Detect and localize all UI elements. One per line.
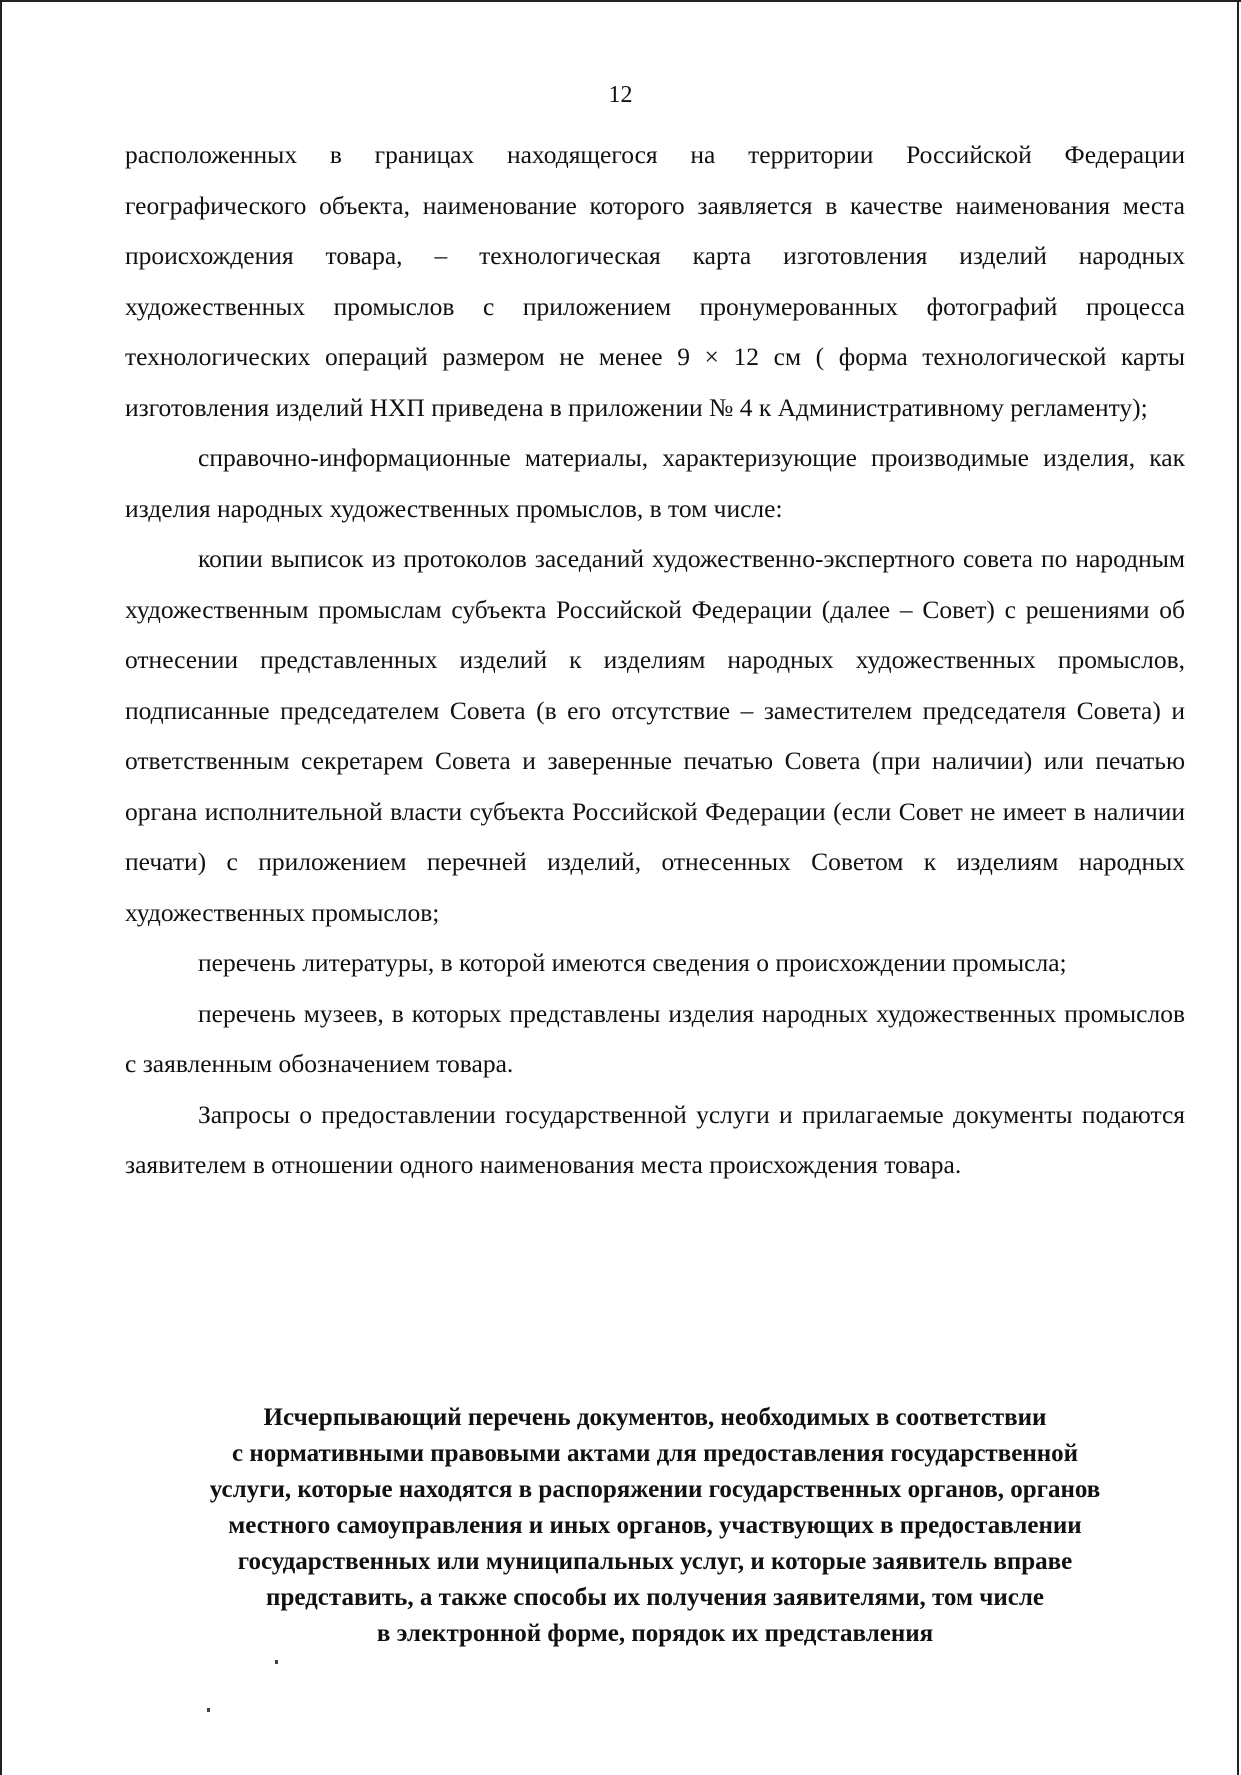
page-number: 12 xyxy=(608,82,633,108)
scan-speck xyxy=(207,1708,210,1712)
paragraph-museum-list: перечень музеев, в которых представлены изделия народных художественных промыслов с заявленным обозначением товара. xyxy=(125,998,1185,1078)
paragraph-requests: Запросы о предоставлении государственной услуги и прилагаемые документы подаются заявителем в отношении одного наименования места происхождения товара. xyxy=(125,1099,1185,1179)
paragraph-literature-list: перечень литературы, в которой имеются сведения о происхождении промысла; xyxy=(198,948,1067,977)
scan-border-left xyxy=(0,0,2,1775)
heading-line: представить, а также способы их получения заявителями, том числе xyxy=(266,1584,1044,1611)
heading-line: государственных или муниципальных услуг, и которые заявитель вправе xyxy=(237,1548,1073,1575)
paragraph-continuation: расположенных в границах находящегося на территории Российской Федерации географического объекта, наименование которого заявляется в качестве наименования места происхождения товара, – технологическая карта изготовления изделий народных художественных промыслов с приложением пронумерованных фотографий процесса технологических операций размером не менее 9 × 12 см ( форма технологической карты изготовления изделий НХП приведена в приложении № 4 к Административному регламенту); xyxy=(125,140,1185,422)
heading-line: в электронной форме, порядок их представления xyxy=(376,1620,934,1647)
heading-line: местного самоуправления и иных органов, участвующих в предоставлении xyxy=(228,1512,1082,1539)
paragraph-reference-materials: справочно-информационные материалы, характеризующие производимые изделия, как изделия народных художественных промыслов, в том числе: xyxy=(125,443,1185,523)
scan-border-right xyxy=(1237,0,1239,1775)
paragraph-council-protocols: копии выписок из протоколов заседаний художественно-экспертного совета по народным художественным промыслам субъекта Российской Федерации (далее – Совет) с решениями об отнесении представленных изделий к изделиям народных художественных промыслов, подписанные председателем Совета (в его отсутствие – заместителем председателя Совета) и ответственным секретарем Совета и заверенные печатью Совета (при наличии) или печатью органа исполнительной власти субъекта Российской Федерации (если Совет не имеет в наличии печати) с приложением перечней изделий, отнесенных Советом к изделиям народных художественных промыслов; xyxy=(125,544,1185,927)
scan-speck xyxy=(275,1660,278,1664)
document-body xyxy=(125,130,1185,1191)
section-heading xyxy=(125,1400,1185,1652)
heading-line: с нормативными правовыми актами для предоставления государственной xyxy=(231,1440,1079,1467)
heading-line: Исчерпывающий перечень документов, необходимых в соответствии xyxy=(263,1404,1047,1431)
scan-border-top xyxy=(0,0,1241,2)
heading-line: услуги, которые находятся в распоряжении государственных органов, органов xyxy=(209,1476,1101,1503)
